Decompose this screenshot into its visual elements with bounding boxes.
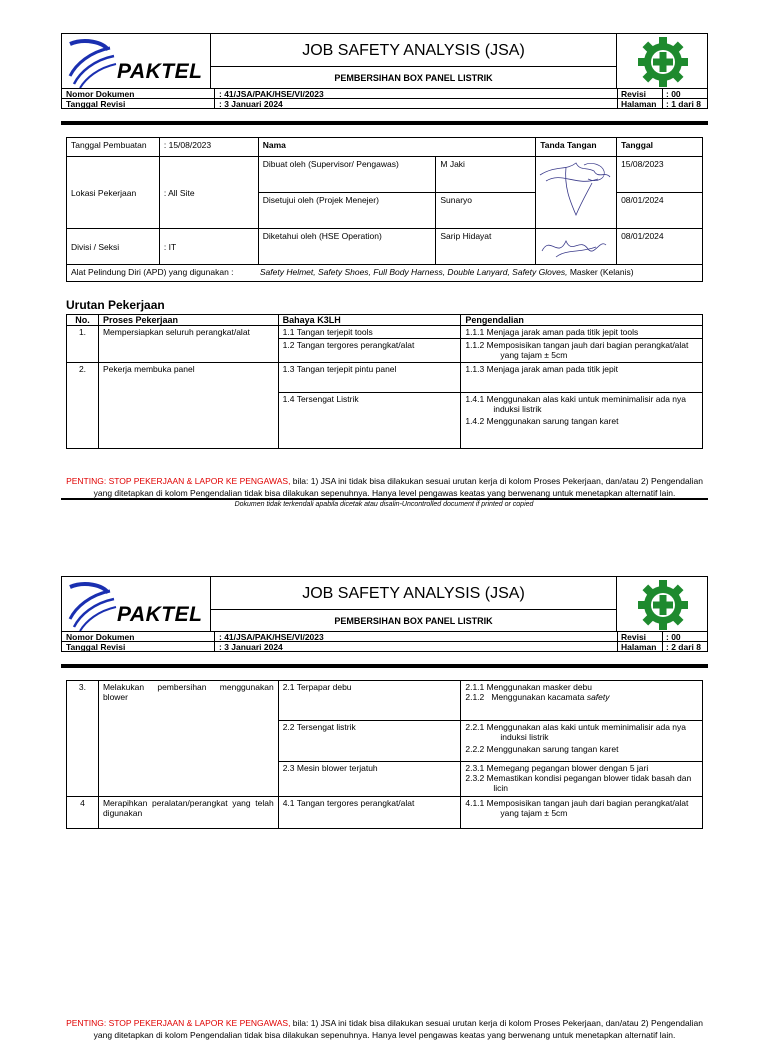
approval-info-table [66, 137, 703, 282]
company-logo-swoosh-icon [64, 36, 124, 88]
company-name: PAKTEL [117, 603, 203, 626]
step-no: 3. [67, 681, 99, 797]
revision-value: : 00 [666, 632, 681, 642]
step-no: 1. [67, 326, 99, 363]
doc-number-label: Nomor Dokumen [66, 632, 135, 642]
doc-number-value: : 41/JSA/PAK/HSE/VI/2023 [219, 632, 324, 642]
header-divider [61, 664, 708, 668]
page-label: Halaman [621, 99, 657, 109]
approved-by-name: Sunaryo [436, 193, 536, 229]
ppe-label: Alat Pelindung Diri (APD) yang digunakan : [67, 265, 436, 282]
signature-image [536, 229, 616, 263]
doc-number-value: : 41/JSA/PAK/HSE/VI/2023 [219, 89, 324, 99]
revision-date-label: Tanggal Revisi [66, 99, 126, 109]
warning-penting: PENTING [66, 476, 104, 486]
hazard-item: 1.1 Tangan terjepit tools [278, 326, 461, 339]
company-name: PAKTEL [117, 60, 203, 83]
revision-date-value: : 3 Januari 2024 [219, 642, 283, 652]
revision-label: Revisi [621, 632, 647, 642]
company-logo-box [61, 33, 211, 89]
control-item: 2.3.2 Memastikan kondisi pegangan blower tidak basah dan licin [465, 773, 692, 793]
revision-date-row [61, 98, 708, 109]
approved-by-role: Disetujui oleh (Projek Menejer) [258, 193, 436, 229]
created-by-date: 15/08/2023 [617, 157, 703, 193]
step-process: Merapihkan peralatan/perangkat yang telah digunakan [98, 797, 278, 829]
hazard-item: 2.1 Terpapar debu [278, 681, 461, 721]
col-signature-header: Tanda Tangan [536, 138, 617, 157]
signature-image [536, 157, 616, 229]
footer-disclaimer: Dokumen tidak terkendali apabila dicetak atau disalin-Uncontrolled document if printed or copied [234, 501, 534, 508]
k3-emblem-box [616, 576, 708, 632]
hazard-item: 1.3 Tangan terjepit pintu panel [278, 363, 461, 393]
warning-note [66, 1017, 703, 1041]
hazard-item: 2.3 Mesin blower terjatuh [278, 762, 461, 797]
control-item: 2.2.1 Menggunakan alas kaki untuk meminimalisir ada nya induksi listrik [465, 722, 687, 742]
doc-number-label: Nomor Dokumen [66, 89, 135, 99]
revision-value: : 00 [666, 89, 681, 99]
signature-cell-1 [536, 157, 617, 229]
page-label: Halaman [621, 642, 657, 652]
created-by-name: M Jaki [436, 157, 536, 193]
hazard-item: 1.2 Tangan tergores perangkat/alat [278, 339, 461, 363]
created-by-role: Dibuat oleh (Supervisor/ Pengawas) [258, 157, 436, 193]
control-item: 1.1.2 Memposisikan tangan jauh dari bagian perangkat/alat yang tajam ± 5cm [465, 340, 689, 360]
revision-date-value: : 3 Januari 2024 [219, 99, 283, 109]
control-item: 1.4.2 Menggunakan sarung tangan karet [465, 416, 619, 426]
warning-stop: : STOP PEKERJAAN & LAPOR KE PENGAWAS, [103, 1018, 291, 1028]
control-item: 2.1.1 Menggunakan masker debu [465, 682, 593, 692]
warning-penting: PENTING [66, 1018, 104, 1028]
k3-gear-cross-icon [617, 34, 709, 90]
document-title: JOB SAFETY ANALYSIS (JSA) [210, 576, 617, 610]
step-no: 4 [67, 797, 99, 829]
revision-date-label: Tanggal Revisi [66, 642, 126, 652]
step-process: Melakukan pembersihan menggunakan blower [98, 681, 278, 797]
creation-date-label: Tanggal Pembuatan [67, 138, 160, 157]
k3-emblem-box [616, 33, 708, 89]
step-process: Mempersiapkan seluruh perangkat/alat [98, 326, 278, 363]
ppe-value-italic: Safety Helmet, Safety Shoes, Full Body Harness, Double Lanyard, Safety Gloves, [259, 267, 568, 277]
col-name-header: Nama [258, 138, 535, 157]
warning-stop: : STOP PEKERJAAN & LAPOR KE PENGAWAS, [103, 476, 291, 486]
section-title: Urutan Pekerjaan [66, 298, 165, 312]
acknowledged-by-role: Diketahui oleh (HSE Operation) [258, 229, 436, 265]
header-divider [61, 121, 708, 125]
page-value: : 1 dari 8 [666, 99, 701, 109]
header-control: Pengendalian [461, 315, 703, 326]
page-value: : 2 dari 8 [666, 642, 701, 652]
control-item: 1.4.1 Menggunakan alas kaki untuk meminimalisir ada nya induksi listrik [465, 394, 686, 414]
control-item: 1.1.1 Menjaga jarak aman pada titik jepit tools [461, 326, 703, 339]
hazard-item: 2.2 Tersengat listrik [278, 721, 461, 762]
col-date-header: Tanggal [617, 138, 703, 157]
ppe-value [259, 265, 703, 282]
control-item: 4.1.1 Memposisikan tangan jauh dari bagian perangkat/alat yang tajam ± 5cm [465, 798, 689, 818]
header-process: Proses Pekerjaan [98, 315, 278, 326]
control-item: 2.1.2 Menggunakan kacamata safety [465, 692, 610, 702]
revision-label: Revisi [621, 89, 647, 99]
division-label: Divisi / Seksi [67, 229, 160, 265]
footer-divider [61, 498, 708, 500]
document-title: JOB SAFETY ANALYSIS (JSA) [210, 33, 617, 67]
document-subtitle: PEMBERSIHAN BOX PANEL LISTRIK [210, 609, 617, 632]
hazard-item: 4.1 Tangan tergores perangkat/alat [278, 797, 461, 829]
signature-cell-2 [536, 229, 617, 265]
page2-header [61, 576, 708, 653]
header-hazard: Bahaya K3LH [278, 315, 461, 326]
work-steps-table-continued [66, 680, 703, 829]
hazard-item: 1.4 Tersengat Listrik [278, 393, 461, 449]
page1-header [61, 33, 708, 110]
acknowledged-by-name: Sarip Hidayat [436, 229, 536, 265]
work-steps-table [66, 314, 703, 449]
warning-note [66, 475, 703, 499]
step-process: Pekerja membuka panel [98, 363, 278, 449]
ppe-value-plain: Masker (Kelanis) [567, 267, 634, 277]
approved-by-date: 08/01/2024 [617, 193, 703, 229]
step-no: 2. [67, 363, 99, 449]
location-label: Lokasi Pekerjaan [67, 157, 160, 229]
warning-text: bila: 1) JSA ini tidak bisa dilakukan sesuai urutan kerja di kolom Proses Pekerjaan, dan/atau 2) Pengendalian yang ditetapkan di kolom Pengendalian tidak bisa dilakukan sepenuhnya. Hanya level pengawas keatas yang berwenang untuk menetapkan alternatif lain. [93, 1018, 703, 1040]
revision-date-row [61, 641, 708, 652]
document-subtitle: PEMBERSIHAN BOX PANEL LISTRIK [210, 66, 617, 89]
k3-gear-cross-icon [617, 577, 709, 633]
acknowledged-by-date: 08/01/2024 [617, 229, 703, 265]
company-logo-box [61, 576, 211, 632]
company-logo-swoosh-icon [64, 579, 124, 631]
control-item: 1.1.3 Menjaga jarak aman pada titik jepit [461, 363, 703, 393]
warning-text: bila: 1) JSA ini tidak bisa dilakukan sesuai urutan kerja di kolom Proses Pekerjaan, dan/atau 2) Pengendalian yang ditetapkan di kolom Pengendalian tidak bisa dilakukan sepenuhnya. Hanya level pengawas keatas yang berwenang untuk menetapkan alternatif lain. [93, 476, 703, 498]
control-item: 2.3.1 Memegang pegangan blower dengan 5 jari [465, 763, 649, 773]
header-no: No. [67, 315, 99, 326]
control-item: 2.2.2 Menggunakan sarung tangan karet [465, 744, 619, 754]
division-value: : IT [159, 229, 258, 265]
creation-date-value: : 15/08/2023 [159, 138, 258, 157]
location-value: : All Site [159, 157, 258, 229]
